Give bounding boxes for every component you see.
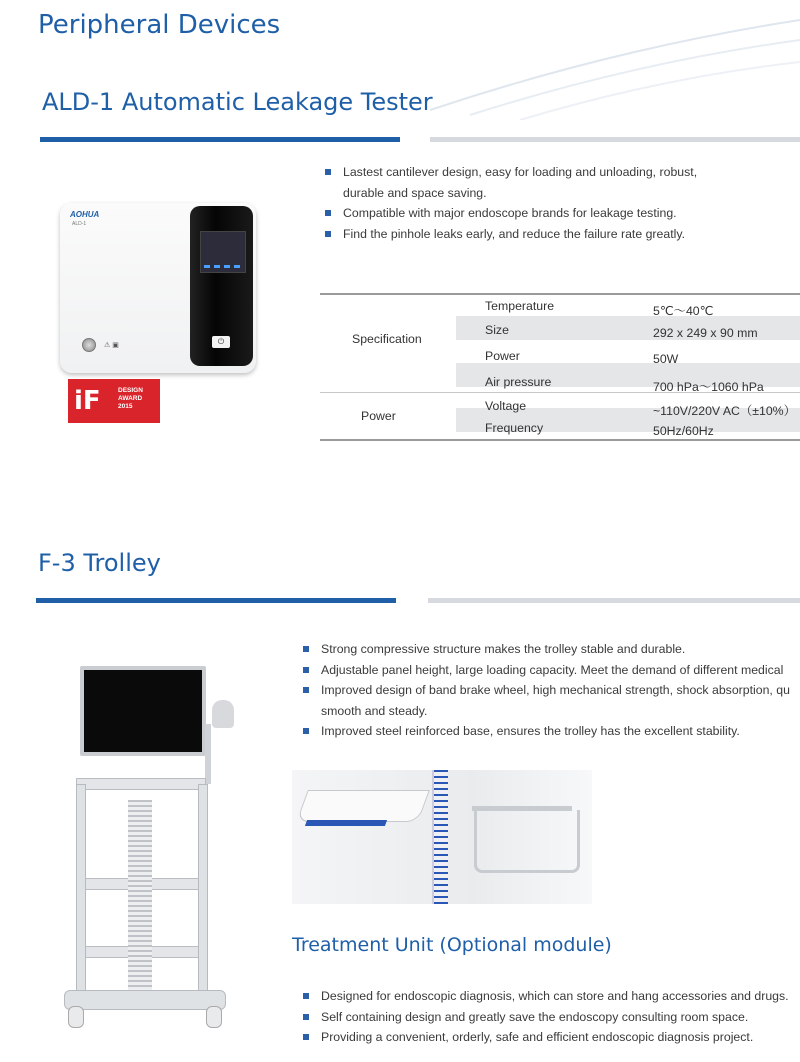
award-text: DESIGN AWARD 2015 (118, 387, 143, 410)
spec-value: 292 x 249 x 90 mm (653, 326, 758, 340)
indicator-lights (204, 265, 240, 268)
spec-param: Size (485, 323, 509, 337)
spec-value: ~110V/220V AC（±10%） (653, 404, 796, 418)
table-top-border (320, 293, 800, 295)
trolley-cable-channel (128, 800, 152, 990)
trolley-post (198, 784, 208, 996)
trolley-base (64, 990, 226, 1010)
spec-param: Power (485, 349, 520, 363)
spec-table (320, 293, 800, 441)
spec-param: Air pressure (485, 375, 552, 389)
mounting-rail (432, 770, 448, 904)
spec-group-label: Power (361, 409, 396, 423)
spec-group-label: Specification (352, 332, 422, 346)
connector-port-icon (82, 338, 96, 352)
trolley-feature-item-continued: smooth and steady. (321, 703, 428, 718)
spec-param: Voltage (485, 399, 527, 413)
wheel-icon (68, 1006, 84, 1028)
ald-feature-list (322, 162, 697, 244)
accessory-tray (296, 790, 430, 822)
ald-device-image (60, 203, 256, 373)
device-model-label: ALD-1 (72, 221, 87, 227)
ald-section-title: ALD-1 Automatic Leakage Tester (42, 88, 433, 116)
trolley-title-rule-blue (36, 598, 396, 603)
device-control-panel (190, 206, 253, 366)
hook-frame (474, 810, 580, 873)
treatment-unit-title: Treatment Unit (Optional module) (292, 934, 612, 956)
spec-param: Temperature (485, 299, 555, 313)
ald-title-rule-blue (40, 137, 400, 142)
decorative-swoosh (430, 0, 800, 120)
spec-param: Frequency (485, 421, 544, 435)
if-design-award-logo (68, 379, 160, 423)
treatment-unit-feature-item: Providing a convenient, orderly, safe and efficient endoscopic diagnosis project. (300, 1027, 789, 1048)
trolley-feature-item: Improved design of band brake wheel, high mechanical strength, shock absorption, qu (300, 680, 790, 701)
wheel-icon (206, 1006, 222, 1028)
scope-holder (212, 700, 234, 728)
if-logo-mark: iF (74, 386, 101, 416)
trolley-image (60, 660, 230, 1036)
treatment-unit-feature-list (300, 986, 789, 1048)
trolley-feature-item: Adjustable panel height, large loading capacity. Meet the demand of different medical (300, 660, 790, 681)
holder-pole (205, 724, 211, 784)
monitor-icon (80, 666, 206, 756)
trolley-shelf (76, 778, 206, 790)
device-brand-logo: AOHUA (70, 210, 100, 219)
treatment-unit-feature-item: Designed for endoscopic diagnosis, which can store and hang accessories and drugs. (300, 986, 789, 1007)
treatment-unit-feature-item: Self containing design and greatly save the endoscopy consulting room space. (300, 1007, 789, 1028)
trolley-section-title: F-3 Trolley (38, 549, 161, 577)
treatment-unit-image (292, 770, 592, 904)
spec-value: 50W (653, 352, 679, 366)
trolley-feature-list (300, 639, 790, 742)
trolley-feature-item: Improved steel reinforced base, ensures the trolley has the excellent stability. (300, 721, 790, 742)
page-title: Peripheral Devices (38, 10, 281, 40)
ald-feature-item: Lastest cantilever design, easy for loading and unloading, robust, (322, 162, 697, 183)
ald-feature-item: Find the pinhole leaks early, and reduce the failure rate greatly. (322, 224, 697, 245)
spec-value: 700 hPa～1060 hPa (653, 380, 764, 394)
trolley-post (76, 784, 86, 996)
spec-value: 50Hz/60Hz (653, 424, 714, 438)
warning-icon: ⚠ ▣ (104, 342, 119, 349)
power-button-icon: ⏻ (212, 336, 230, 348)
trolley-feature-item: Strong compressive structure makes the trolley stable and durable. (300, 639, 790, 660)
tray-blue-edge (305, 820, 387, 826)
spec-value: 5℃～40℃ (653, 304, 714, 318)
ald-feature-item: Compatible with major endoscope brands for leakage testing. (322, 203, 697, 224)
trolley-title-rule-grey (428, 598, 800, 603)
table-bottom-border (320, 439, 800, 441)
ald-title-rule-grey (430, 137, 800, 142)
ald-feature-item-continued: durable and space saving. (343, 185, 487, 200)
